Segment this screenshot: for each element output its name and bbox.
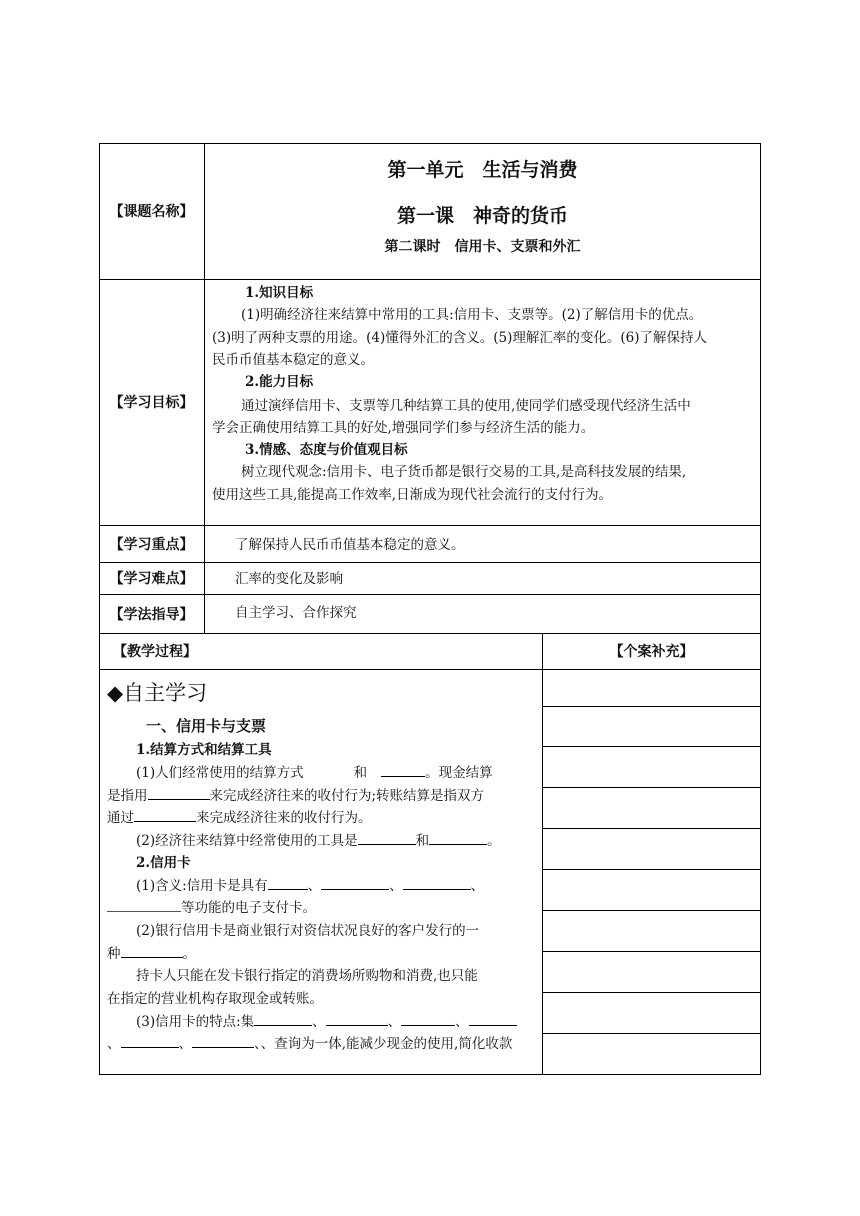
supplement-line	[542, 992, 761, 993]
emotion-text: 使用这些工具,能提高工作效率,日渐成为现代社会流行的支付行为。	[212, 487, 613, 503]
diamond-icon: ◆	[107, 681, 124, 705]
fill-blank[interactable]	[381, 762, 425, 777]
fill-blank[interactable]	[403, 875, 471, 890]
item1-heading: 1.结算方式和结算工具	[136, 742, 272, 758]
paragraph: 、 、 、、查询为一体,能减少现金的使用,简化收款	[107, 1033, 512, 1056]
knowledge-text: (1)明确经济往来结算中常用的工具:信用卡、支票等。(2)了解信用卡的优点。	[241, 307, 703, 323]
row-divider	[99, 669, 761, 670]
ability-text: 学会正确使用结算工具的好处,增强同学们参与经济生活的能力。	[212, 420, 595, 436]
paragraph: 等功能的电子支付卡。	[107, 897, 316, 920]
emotion-heading: 3.情感、态度与价值观目标	[245, 442, 408, 458]
item2-heading: 2.信用卡	[136, 855, 191, 871]
fill-blank[interactable]	[321, 875, 389, 890]
ability-heading: 2.能力目标	[245, 374, 314, 390]
method-label: 【学法指导】	[109, 606, 194, 623]
emotion-text: 树立现代观念:信用卡、电子货币都是银行交易的工具,是高科技发展的结果,	[241, 464, 687, 480]
supplement-line	[542, 1033, 761, 1034]
paragraph: (2)经济往来结算中经常使用的工具是 和 。	[136, 830, 501, 853]
paragraph: (1)含义:信用卡是具有 、 、 、	[136, 875, 484, 898]
difficulty-label: 【学习难点】	[109, 571, 194, 587]
supplement-divider	[542, 633, 543, 1075]
knowledge-text: 民币币值基本稳定的意义。	[212, 352, 374, 368]
fill-blank[interactable]	[358, 830, 416, 845]
fill-blank[interactable]	[121, 1033, 179, 1048]
fill-blank[interactable]	[268, 875, 308, 890]
knowledge-text: (3)明了两种支票的用途。(4)懂得外汇的含义。(5)理解汇率的变化。(6)了解保持人	[212, 330, 707, 346]
sub-title: 一、信用卡与支票	[146, 717, 267, 735]
fill-blank[interactable]	[107, 897, 181, 912]
supplement-line	[542, 828, 761, 829]
ability-text: 通过演绎信用卡、支票等几种结算工具的使用,使同学们感受现代经济生活中	[241, 398, 691, 414]
paragraph: (3)信用卡的特点:集 、 、 、	[136, 1011, 517, 1034]
process-label: 【教学过程】	[113, 644, 197, 660]
fill-blank[interactable]	[148, 785, 210, 800]
fill-blank[interactable]	[121, 943, 183, 958]
supplement-line	[542, 869, 761, 870]
paragraph: 持卡人只能在发卡银行指定的消费场所购物和消费,也只能	[136, 968, 478, 984]
method-text: 自主学习、合作探究	[235, 605, 357, 621]
paragraph: 是指用 来完成经济往来的收付行为;转账结算是指双方	[107, 785, 484, 808]
fill-blank[interactable]	[429, 830, 487, 845]
fill-blank[interactable]	[469, 1011, 517, 1026]
fill-blank[interactable]	[326, 1011, 388, 1026]
section-title: 自主学习	[123, 681, 208, 705]
difficulty-text: 汇率的变化及影响	[235, 571, 343, 587]
supplement-label: 【个案补充】	[609, 644, 694, 660]
supplement-line	[542, 787, 761, 788]
period-title: 第二课时 信用卡、支票和外汇	[384, 239, 581, 255]
supplement-line	[542, 910, 761, 911]
key-point-label: 【学习重点】	[109, 536, 194, 553]
key-point-text: 了解保持人民币币值基本稳定的意义。	[235, 537, 465, 553]
paragraph: 在指定的营业机构存取现金或转账。	[107, 991, 323, 1007]
knowledge-heading: 1.知识目标	[245, 285, 314, 301]
supplement-line	[542, 746, 761, 747]
section-heading	[107, 677, 207, 707]
paragraph: 通过 来完成经济往来的收付行为。	[107, 807, 372, 830]
fill-blank[interactable]	[401, 1011, 455, 1026]
fill-blank[interactable]	[134, 807, 196, 822]
unit-title: 第一单元 生活与消费	[387, 159, 578, 181]
objectives-label: 【学习目标】	[109, 395, 194, 411]
lesson-name-label: 【课题名称】	[109, 204, 194, 220]
lesson-title: 第一课 神奇的货币	[396, 205, 568, 227]
fill-blank[interactable]	[254, 1011, 312, 1026]
paragraph: (2)银行信用卡是商业银行对资信状况良好的客户发行的一	[136, 923, 480, 939]
paragraph: (1)人们经常使用的结算方式 和 。现金结算	[136, 762, 493, 785]
fill-blank[interactable]	[192, 1033, 254, 1048]
supplement-line	[542, 706, 761, 707]
paragraph: 种 。	[107, 943, 196, 966]
supplement-line	[542, 951, 761, 952]
